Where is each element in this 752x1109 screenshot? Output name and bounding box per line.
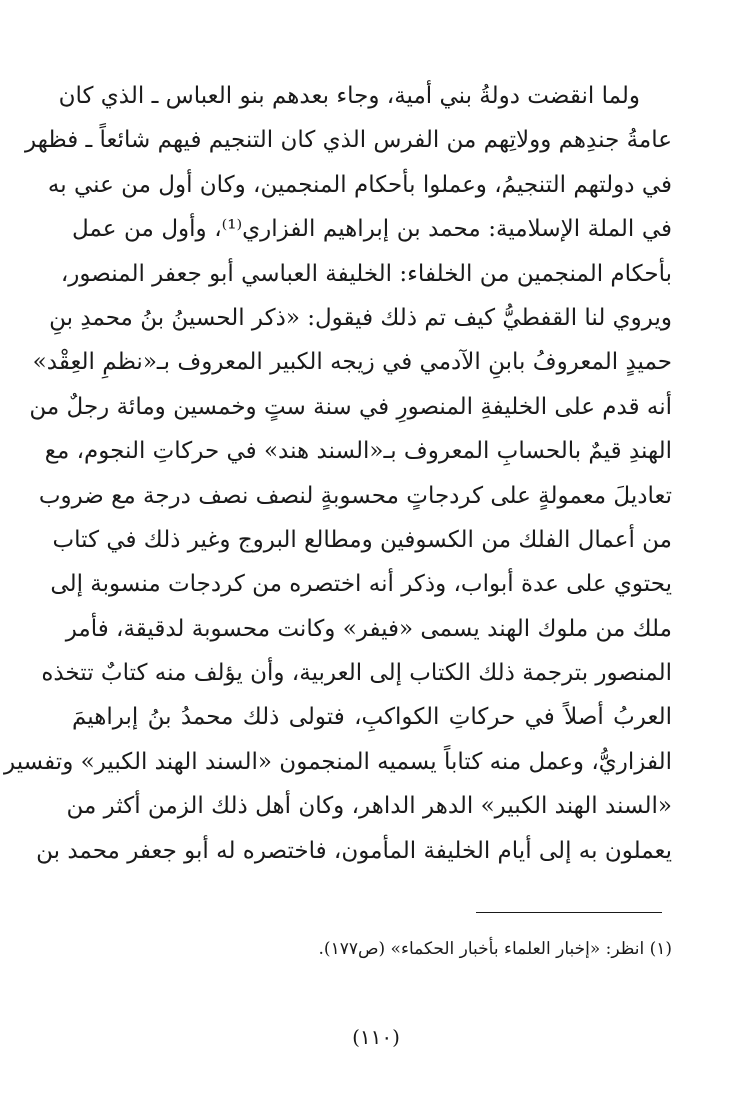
text-line: من أعمال الفلك من الكسوفين ومطالع البروج وغير ذلك في كتاب [52, 526, 672, 553]
text-line: تعاديلَ معمولةٍ على كردجاتٍ محسوبةٍ لنصف نصف درجة مع ضروب [38, 482, 672, 509]
body-text [4, 74, 672, 873]
page-number: (١١٠) [352, 1025, 400, 1049]
text-line: العربُ أصلاً في حركاتِ الكواكبِ، فتولى ذلك محمدُ بنُ إبراهيمَ [72, 704, 672, 731]
text-line: «السند الهند الكبير» الدهر الداهر، وكان أهل ذلك الزمن أكثر من [66, 793, 672, 820]
text-line: في الملة الإسلامية: محمد بن إبراهيم الفزاري⁽¹⁾، وأول من عمل [72, 216, 672, 243]
text-line: عامةُ جندِهم وولاتِهم من الفرس الذي كان التنجيم فيهم شائعاً ـ فظهر [25, 127, 672, 154]
text-line: يحتوي على عدة أبواب، وذكر أنه اختصره من كردجات منسوبة إلى [50, 571, 672, 598]
text-line: أنه قدم على الخليفةِ المنصورِ في سنة ستٍ وخمسين ومائة رجلٌ من [29, 393, 672, 420]
text-line: في دولتهم التنجيمُ، وعملوا بأحكام المنجمين، وكان أول من عني به [47, 171, 672, 198]
text-line: المنصور بترجمة ذلك الكتاب إلى العربية، وأن يؤلف منه كتابٌ تتخذه [41, 660, 672, 687]
text-line: ولما انقضت دولةُ بني أمية، وجاء بعدهم بنو العباس ـ الذي كان [58, 83, 640, 109]
text-line: يعملون به إلى أيام الخليفة المأمون، فاختصره له أبو جعفر محمد بن [36, 837, 672, 864]
text-line: ملك من ملوك الهند يسمى «فيفر» وكانت محسوبة لدقيقة، فأمر [65, 615, 672, 642]
text-line: الهندِ قيمٌ بالحسابِ المعروف بـ«السند هند» في حركاتِ النجوم، مع [44, 438, 672, 465]
text-line: بأحكام المنجمين من الخلفاء: الخليفة العباسي أبو جعفر المنصور، [60, 260, 672, 287]
footnote-divider [476, 912, 662, 913]
footnote: (١) انظر: «إخبار العلماء بأخبار الحكماء» (ص١٧٧). [318, 939, 672, 959]
text-line: الفزاريُّ، وعمل منه كتاباً يسميه المنجمون «السند الهند الكبير» وتفسير [4, 748, 672, 775]
text-line: حميدٍ المعروفُ بابنِ الآدمي في زيجه الكبير المعروف بـ«نظمِ العِقْد» [32, 349, 672, 376]
text-line: ويروي لنا القفطيُّ كيف تم ذلك فيقول: «ذكر الحسينُ بنُ محمدِ بنِ [49, 304, 672, 331]
